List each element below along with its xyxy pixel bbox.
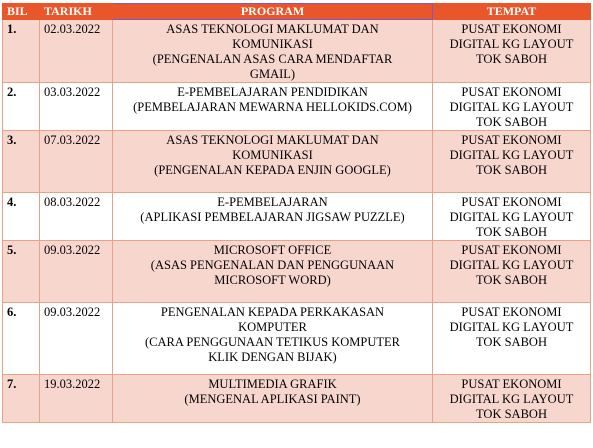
row-program	[113, 131, 433, 193]
program-line: MICROSOFT WORD)	[214, 273, 331, 287]
table-row	[3, 193, 591, 241]
program-line: (ASAS PENGENALAN DAN PENGGUNAAN	[150, 258, 395, 272]
program-line: (PENGENALAN KEPADA ENJIN GOOGLE)	[154, 163, 391, 177]
place-line: PUSAT EKONOMI	[461, 195, 562, 209]
table-body	[3, 20, 591, 423]
row-place	[433, 241, 591, 303]
program-line: KOMPUTER	[238, 320, 307, 334]
schedule-table	[2, 3, 591, 423]
table-row	[3, 83, 591, 131]
place-line: PUSAT EKONOMI	[461, 85, 562, 99]
program-line: E-PEMBELAJARAN	[217, 195, 328, 209]
place-line: TOK SABOH	[476, 52, 547, 66]
program-line: MULTIMEDIA GRAFIK	[208, 377, 337, 391]
row-number: 1.	[3, 20, 40, 83]
row-program	[113, 375, 433, 423]
place-line: PUSAT EKONOMI	[461, 22, 562, 36]
place-line: DIGITAL KG LAYOUT	[449, 258, 574, 272]
header-row	[3, 4, 591, 20]
table-row	[3, 375, 591, 423]
row-place	[433, 20, 591, 83]
place-line: DIGITAL KG LAYOUT	[449, 37, 574, 51]
place-line: TOK SABOH	[476, 407, 547, 421]
row-number: 3.	[3, 131, 40, 193]
row-number: 7.	[3, 375, 40, 423]
row-program	[113, 83, 433, 131]
table-row	[3, 241, 591, 303]
row-place	[433, 131, 591, 193]
row-program	[113, 193, 433, 241]
row-place	[433, 303, 591, 375]
row-program	[113, 241, 433, 303]
place-line: DIGITAL KG LAYOUT	[449, 148, 574, 162]
row-date: 09.03.2022	[40, 241, 113, 303]
place-line: PUSAT EKONOMI	[461, 133, 562, 147]
row-place	[433, 375, 591, 423]
program-line: ASAS TEKNOLOGI MAKLUMAT DAN	[166, 133, 379, 147]
program-line: GMAIL)	[249, 67, 296, 81]
header-place: TEMPAT	[433, 4, 591, 20]
table-row	[3, 303, 591, 375]
header-program: PROGRAM	[113, 4, 433, 20]
program-line: KOMUNIKASI	[232, 148, 313, 162]
table-row	[3, 20, 591, 83]
place-line: PUSAT EKONOMI	[461, 305, 562, 319]
place-line: DIGITAL KG LAYOUT	[449, 392, 574, 406]
place-line: TOK SABOH	[476, 335, 547, 349]
place-line: DIGITAL KG LAYOUT	[449, 320, 574, 334]
row-date: 02.03.2022	[40, 20, 113, 83]
row-date: 07.03.2022	[40, 131, 113, 193]
program-line: (PENGENALAN ASAS CARA MENDAFTAR	[152, 52, 393, 66]
place-line: TOK SABOH	[476, 115, 547, 129]
place-line: DIGITAL KG LAYOUT	[449, 210, 574, 224]
program-line: KOMUNIKASI	[232, 37, 313, 51]
program-line: PENGENALAN KEPADA PERKAKASAN	[160, 305, 385, 319]
program-line: ASAS TEKNOLOGI MAKLUMAT DAN	[166, 22, 379, 36]
row-date: 19.03.2022	[40, 375, 113, 423]
row-date: 03.03.2022	[40, 83, 113, 131]
row-place	[433, 83, 591, 131]
program-line: MICROSOFT OFFICE	[213, 243, 332, 257]
table-row	[3, 131, 591, 193]
place-line: TOK SABOH	[476, 163, 547, 177]
header-date: TARIKH	[40, 4, 113, 20]
row-date: 09.03.2022	[40, 303, 113, 375]
program-line: (PEMBELAJARAN MEWARNA HELLOKIDS.COM)	[133, 100, 412, 114]
place-line: TOK SABOH	[476, 273, 547, 287]
row-number: 6.	[3, 303, 40, 375]
place-line: PUSAT EKONOMI	[461, 243, 562, 257]
program-line: (CARA PENGGUNAAN TETIKUS KOMPUTER	[145, 335, 400, 349]
header-bil: BIL	[3, 4, 40, 20]
row-program	[113, 20, 433, 83]
row-place	[433, 193, 591, 241]
program-line: (MENGENAL APLIKASI PAINT)	[184, 392, 361, 406]
row-date: 08.03.2022	[40, 193, 113, 241]
row-program	[113, 303, 433, 375]
program-line: (APLIKASI PEMBELAJARAN JIGSAW PUZZLE)	[140, 210, 405, 224]
place-line: PUSAT EKONOMI	[461, 377, 562, 391]
row-number: 5.	[3, 241, 40, 303]
row-number: 4.	[3, 193, 40, 241]
program-line: E-PEMBELAJARAN PENDIDIKAN	[177, 85, 368, 99]
place-line: TOK SABOH	[476, 225, 547, 239]
place-line: DIGITAL KG LAYOUT	[449, 100, 574, 114]
program-line: KLIK DENGAN BIJAK)	[208, 350, 337, 364]
row-number: 2.	[3, 83, 40, 131]
